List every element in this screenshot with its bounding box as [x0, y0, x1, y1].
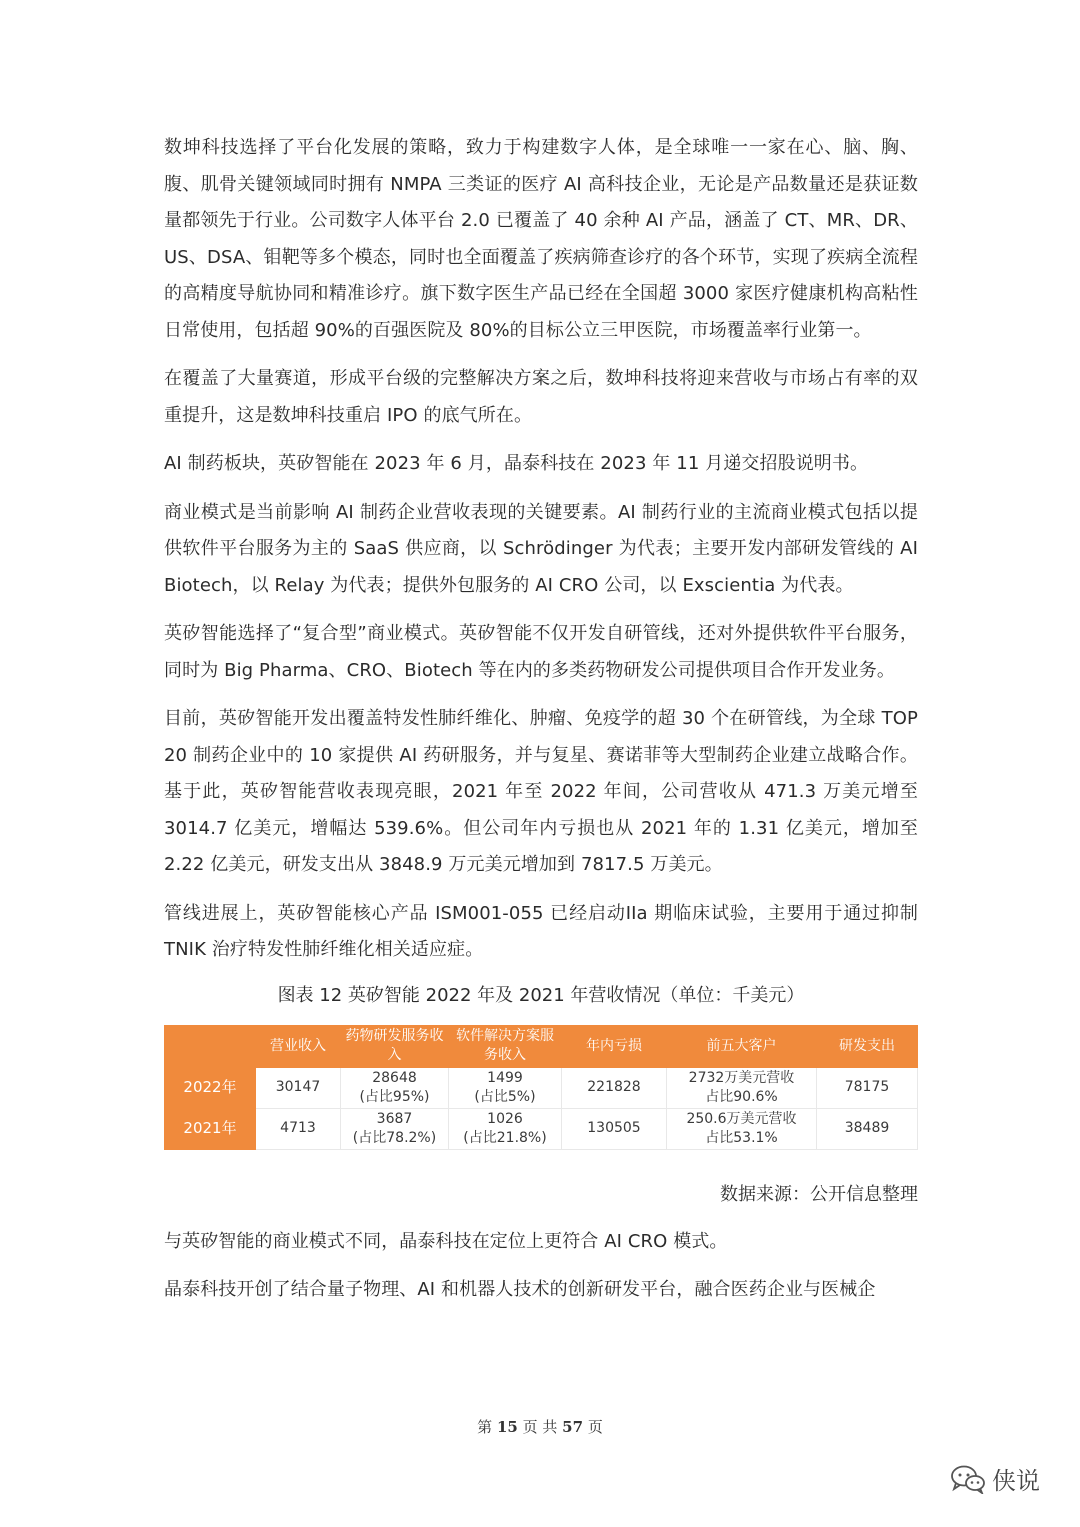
- cell-software: [449, 1108, 562, 1149]
- cell-share: 占比90.6%: [705, 1088, 778, 1105]
- header-loss: 年内亏损: [562, 1025, 667, 1067]
- cell-share: (占比21.8%): [463, 1129, 547, 1146]
- page-footer: [0, 1416, 1080, 1437]
- footer-prefix: 第: [477, 1418, 493, 1436]
- cell-revenue: 4713: [256, 1108, 341, 1149]
- cell-rd-expense: 38489: [817, 1108, 918, 1149]
- cell-share: 占比53.1%: [705, 1129, 778, 1146]
- paragraph: 管线进展上，英矽智能核心产品 ISM001-055 已经启动IIa 期临床试验，主要用于通过抑制 TNIK 治疗特发性肺纤维化相关适应症。: [164, 902, 918, 960]
- cell-revenue: 30147: [256, 1067, 341, 1108]
- paragraph: 英矽智能选择了“复合型”商业模式。英矽智能不仅开发自研管线，还对外提供软件平台服务，同时为 Big Pharma、CRO、Biotech 等在内的多类药物研发公司提供项目合作开发业务。: [164, 623, 918, 681]
- cell-value: 1026: [487, 1110, 523, 1127]
- header-revenue: 营业收入: [256, 1025, 341, 1067]
- footer-suffix: 页: [587, 1418, 603, 1436]
- cell-top5: [667, 1067, 817, 1108]
- paragraph: 在覆盖了大量赛道，形成平台级的完整解决方案之后，数坤科技将迎来营收与市场占有率的双重提升，这是数坤科技重启 IPO 的底气所在。: [164, 368, 918, 426]
- cell-value: 2732万美元营收: [688, 1069, 795, 1086]
- cell-share: (占比78.2%): [352, 1129, 437, 1146]
- revenue-table: [164, 1025, 918, 1150]
- row-year: 2022年: [165, 1067, 256, 1108]
- cell-value: 1499: [487, 1069, 523, 1086]
- paragraph: 目前，英矽智能开发出覆盖特发性肺纤维化、肿瘤、免疫学的超 30 个在研管线，为全球 TOP 20 制药企业中的 10 家提供 AI 药研服务，并与复星、赛诺菲等大型制药企业建立战略合作。基于此，英矽智能营收表现亮眼，2021 年至 2022 年间，公司营收从 471.3 万美元增至 3014.7 亿美元，增幅达 539.6%。但公司年内亏损也从 2021 年的 1.31 亿美元，增加至 2.22 亿美元，研发支出从 3848.9 万元美元增加到 7817.5 万美元。: [164, 708, 918, 875]
- table-row: [165, 1108, 918, 1149]
- table-header-row: [165, 1025, 918, 1067]
- cell-loss: 130505: [562, 1108, 667, 1149]
- table-row: [165, 1067, 918, 1108]
- watermark-text: 侠说: [992, 1467, 1040, 1495]
- header-drug-rd: 药物研发服务收入: [341, 1025, 449, 1067]
- document-body: [164, 130, 918, 1321]
- cell-software: [449, 1067, 562, 1108]
- paragraph: 商业模式是当前影响 AI 制药企业营收表现的关键要素。AI 制药行业的主流商业模式包括以提供软件平台服务为主的 SaaS 供应商，以 Schrödinger 为代表；主要开发内部研发管线的 AI Biotech，以 Relay 为代表；提供外包服务的 AI CRO 公司，以 Exscientia 为代表。: [164, 501, 918, 596]
- wechat-icon: [950, 1464, 986, 1494]
- row-year: 2021年: [165, 1108, 256, 1149]
- paragraph: 晶泰科技开创了结合量子物理、AI 和机器人技术的创新研发平台，融合医药企业与医械企: [164, 1279, 876, 1300]
- cell-value: 250.6万美元营收: [686, 1110, 797, 1127]
- page-number: 15: [496, 1418, 518, 1436]
- cell-value: 28648: [372, 1069, 417, 1086]
- paragraph: 数坤科技选择了平台化发展的策略，致力于构建数字人体，是全球唯一一家在心、脑、胸、腹、肌骨关键领域同时拥有 NMPA 三类证的医疗 AI 高科技企业，无论是产品数量还是获证数量都领先于行业。公司数字人体平台 2.0 已覆盖了 40 余种 AI 产品，涵盖了 CT、MR、DR、US、DSA、钼靶等多个模态，同时也全面覆盖了疾病筛查诊疗的各个环节，实现了疾病全流程的高精度导航协同和精准诊疗。旗下数字医生产品已经在全国超 3000 家医疗健康机构高粘性日常使用，包括超 90%的百强医院及 80%的目标公立三甲医院，市场覆盖率行业第一。: [164, 137, 918, 341]
- cell-share: (占比5%): [474, 1088, 536, 1105]
- cell-value: 3687: [376, 1110, 413, 1127]
- paragraph: AI 制药板块，英矽智能在 2023 年 6 月，晶泰科技在 2023 年 11 月递交招股说明书。: [164, 453, 869, 474]
- figure-caption: 图表 12 英矽智能 2022 年及 2021 年营收情况（单位：千美元）: [277, 984, 805, 1006]
- cell-drug-rd: [341, 1108, 449, 1149]
- header-software: 软件解决方案服务收入: [449, 1025, 562, 1067]
- cell-drug-rd: [341, 1067, 449, 1108]
- data-source: 数据来源：公开信息整理: [720, 1183, 918, 1205]
- cell-rd-expense: 78175: [817, 1067, 918, 1108]
- total-pages: 57: [562, 1418, 584, 1436]
- header-top5: 前五大客户: [667, 1025, 817, 1067]
- header-corner: [165, 1025, 256, 1067]
- cell-loss: 221828: [562, 1067, 667, 1108]
- header-rd-expense: 研发支出: [817, 1025, 918, 1067]
- footer-middle: 页 共: [522, 1418, 558, 1436]
- cell-top5: [667, 1108, 817, 1149]
- paragraph: 与英矽智能的商业模式不同，晶泰科技在定位上更符合 AI CRO 模式。: [164, 1230, 728, 1252]
- cell-share: (占比95%): [359, 1088, 430, 1105]
- watermark: [950, 1461, 1040, 1496]
